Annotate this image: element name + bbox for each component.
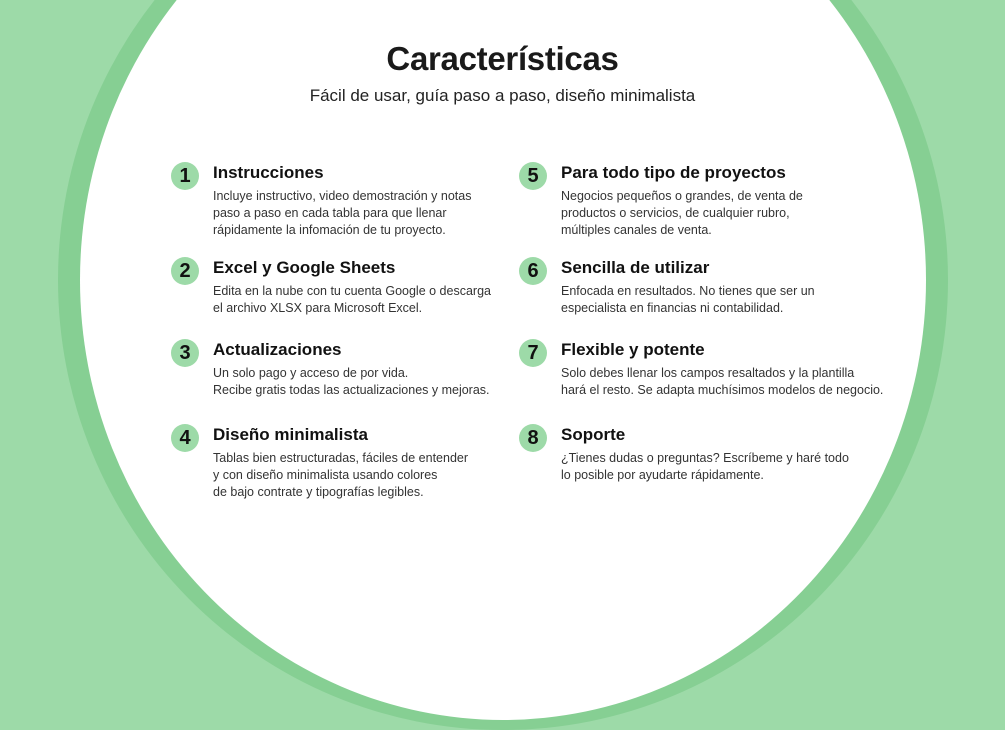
- feature-number-badge: 1: [171, 162, 199, 190]
- feature-description: Tablas bien estructuradas, fáciles de entender y con diseño minimalista usando colores de bajo contrate y tipografías legibles.: [213, 451, 469, 499]
- feature-title: Diseño minimalista: [213, 425, 368, 444]
- feature-number-badge: 4: [171, 424, 199, 452]
- feature-description: Enfocada en resultados. No tienes que ser un especialista en financias ni contabilidad.: [561, 284, 815, 315]
- feature-description: Negocios pequeños o grandes, de venta de productos o servicios, de cualquier rubro, múltiples canales de venta.: [561, 189, 803, 237]
- feature-number-badge: 2: [171, 257, 199, 285]
- feature-description: Un solo pago y acceso de por vida. Recibe gratis todas las actualizaciones y mejoras.: [213, 366, 490, 397]
- feature-title: Excel y Google Sheets: [213, 258, 396, 277]
- feature-number-badge: 5: [519, 162, 547, 190]
- feature-number-badge: 3: [171, 339, 199, 367]
- feature-description: Incluye instructivo, video demostración y notas paso a paso en cada tabla para que llenar rápidamente la infomación de tu proyecto.: [213, 189, 472, 237]
- feature-number-badge: 6: [519, 257, 547, 285]
- feature-number-badge: 7: [519, 339, 547, 367]
- feature-title: Flexible y potente: [561, 340, 705, 359]
- page-title: Características: [386, 40, 619, 77]
- feature-title: Instrucciones: [213, 163, 324, 182]
- feature-title: Sencilla de utilizar: [561, 258, 710, 277]
- feature-description: Solo debes llenar los campos resaltados y la plantilla hará el resto. Se adapta muchísimos modelos de negocio.: [561, 366, 884, 397]
- feature-number-badge: 8: [519, 424, 547, 452]
- feature-description: ¿Tienes dudas o preguntas? Escríbeme y haré todo lo posible por ayudarte rápidamente.: [561, 451, 849, 482]
- feature-description: Edita en la nube con tu cuenta Google o descarga el archivo XLSX para Microsoft Excel.: [213, 284, 491, 315]
- feature-title: Soporte: [561, 425, 626, 444]
- feature-title: Actualizaciones: [213, 340, 342, 359]
- feature-title: Para todo tipo de proyectos: [561, 163, 786, 182]
- page-subtitle: Fácil de usar, guía paso a paso, diseño minimalista: [309, 86, 696, 105]
